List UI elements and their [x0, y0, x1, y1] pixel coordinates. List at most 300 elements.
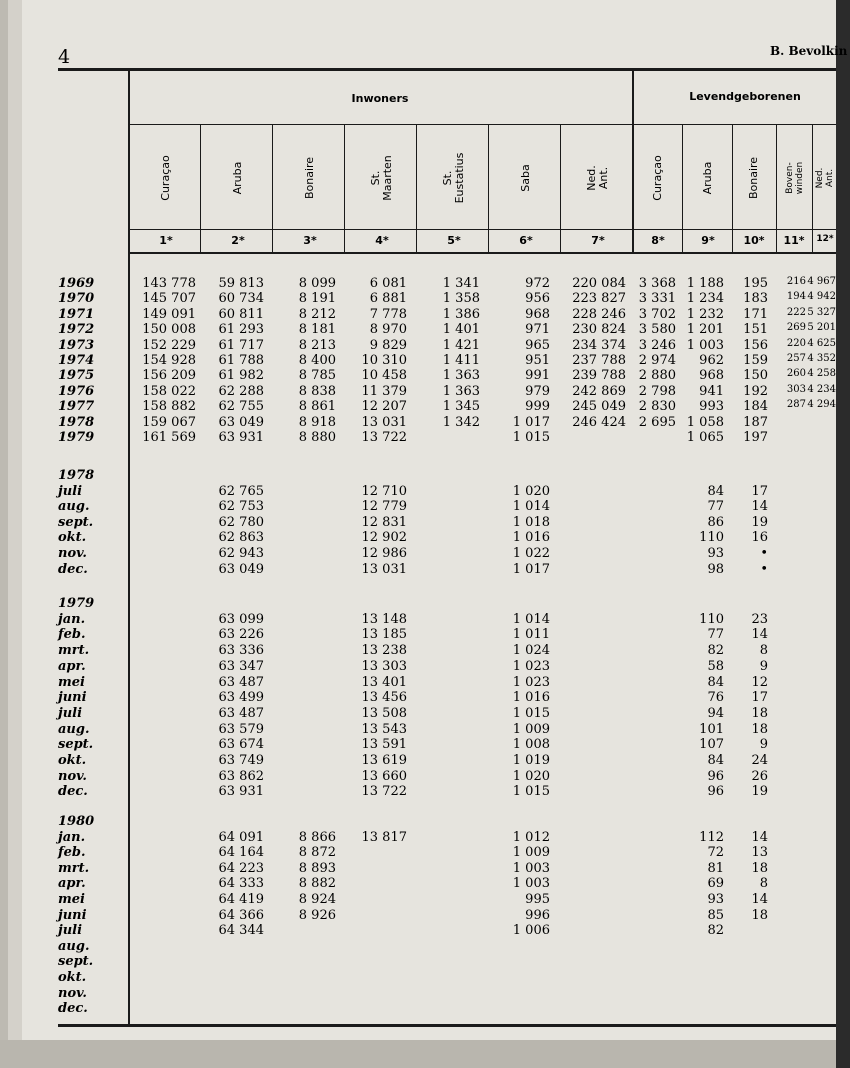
table-cell: 4 967 — [807, 276, 836, 287]
table-row — [0, 499, 836, 514]
table-cell: 245 049 — [572, 399, 626, 415]
table-cell: 8 — [759, 643, 768, 659]
table-cell: 62 753 — [218, 499, 264, 515]
table-cell: 1 003 — [512, 876, 550, 892]
row-label: nov. — [58, 768, 87, 784]
table-cell: 1 020 — [512, 768, 550, 784]
table-cell: 1 232 — [686, 306, 724, 322]
table-cell: 85 — [707, 907, 724, 923]
table-cell: 8 099 — [298, 276, 336, 291]
row-label: 1970 — [58, 291, 95, 307]
table-cell: 941 — [699, 383, 724, 399]
col-header: St. Eustatius — [441, 152, 466, 204]
table-cell: 1 401 — [442, 322, 480, 338]
row-label: apr. — [58, 876, 86, 892]
col-rule-4 — [416, 124, 417, 254]
table-cell: 13 031 — [361, 561, 407, 577]
table-cell: 63 931 — [218, 784, 264, 800]
row-label: aug. — [58, 721, 90, 737]
table-row — [0, 612, 836, 627]
table-cell: 9 — [759, 737, 768, 753]
col-rule-2 — [272, 124, 273, 254]
header-rule — [128, 229, 836, 230]
row-label: sept. — [58, 737, 94, 753]
table-cell: 61 982 — [218, 368, 264, 384]
table-cell: 1 411 — [442, 353, 480, 368]
table-row — [0, 430, 836, 445]
table-cell: 1 023 — [512, 658, 550, 674]
table-cell: 237 788 — [572, 353, 626, 368]
table-cell: 187 — [743, 414, 768, 430]
running-head: B. Bevolkin — [770, 44, 848, 58]
table-cell: 93 — [707, 892, 724, 907]
table-row — [0, 908, 836, 923]
table-cell: 8 212 — [298, 306, 336, 322]
table-cell: 197 — [743, 430, 768, 445]
table-row — [0, 986, 836, 1001]
table-cell: 63 336 — [218, 643, 264, 659]
table-cell: 19 — [751, 784, 768, 800]
row-label: juni — [58, 907, 87, 923]
row-label: mei — [58, 674, 85, 690]
table-cell: 61 788 — [218, 353, 264, 368]
table-cell: 84 — [707, 753, 724, 768]
table-row — [0, 876, 836, 891]
row-label: okt. — [58, 530, 87, 546]
table-cell: 107 — [699, 737, 724, 753]
table-cell: 991 — [525, 368, 550, 384]
table-cell: 257 — [786, 353, 806, 364]
table-cell: 13 148 — [361, 611, 407, 627]
table-cell: 72 — [707, 845, 724, 861]
table-cell: 158 022 — [142, 383, 196, 399]
row-label: 1973 — [58, 337, 95, 353]
table-cell: 1 019 — [512, 753, 550, 768]
table-row — [0, 562, 836, 577]
table-cell: 8 926 — [298, 907, 336, 923]
table-cell: 1 022 — [512, 546, 550, 561]
table-cell: 1 342 — [442, 414, 480, 430]
table-row — [0, 861, 836, 876]
row-label: 1972 — [58, 322, 95, 338]
row-label: 1976 — [58, 383, 95, 399]
table-cell: 194 — [786, 291, 806, 303]
col-rule-11 — [812, 124, 813, 254]
table-cell: 63 579 — [218, 721, 264, 737]
table-cell: 8 918 — [298, 414, 336, 430]
table-cell: 14 — [751, 499, 768, 515]
table-cell: 62 863 — [218, 530, 264, 546]
col-header: Aruba — [231, 161, 244, 195]
table-cell: 1 009 — [512, 845, 550, 861]
row-label: 1969 — [58, 276, 95, 291]
table-cell: 1 234 — [686, 291, 724, 307]
col-header: Saba — [519, 164, 532, 192]
top-rule — [58, 68, 836, 71]
row-label: feb. — [58, 627, 86, 643]
table-row — [0, 276, 836, 291]
table-cell: 61 293 — [218, 322, 264, 338]
table-cell: 8 872 — [298, 845, 336, 861]
table-cell: 1 003 — [686, 337, 724, 353]
table-cell: 63 749 — [218, 753, 264, 768]
table-cell: 4 294 — [807, 399, 836, 411]
table-cell: 17 — [751, 483, 768, 499]
col-header: Ned. Ant. — [585, 165, 610, 191]
table-row — [0, 338, 836, 353]
table-row — [0, 892, 836, 907]
table-row — [0, 399, 836, 414]
table-cell: 23 — [751, 611, 768, 627]
table-cell: 8 866 — [298, 829, 336, 845]
row-label: jan. — [58, 611, 86, 627]
table-cell: 9 — [759, 658, 768, 674]
table-cell: 63 862 — [218, 768, 264, 784]
table-row — [0, 515, 836, 530]
row-label: 1980 — [58, 814, 95, 829]
table-row — [0, 737, 836, 752]
page-number: 4 — [58, 46, 71, 68]
table-cell: 1 006 — [512, 923, 550, 939]
row-label: aug. — [58, 938, 90, 954]
table-cell: 12 902 — [361, 530, 407, 546]
table-cell: 1 012 — [512, 829, 550, 845]
table-cell: 1 009 — [512, 721, 550, 737]
table-cell: 13 456 — [361, 690, 407, 706]
table-cell: 242 869 — [572, 383, 626, 399]
table-cell: 303 — [786, 383, 806, 395]
table-cell: 2 695 — [638, 414, 676, 430]
table-cell: 101 — [699, 721, 724, 737]
table-cell: 1 014 — [512, 611, 550, 627]
col-rule-9 — [732, 124, 733, 254]
table-row — [0, 384, 836, 399]
table-cell: 7 778 — [369, 306, 407, 322]
table-cell: 269 — [786, 322, 806, 334]
table-cell: 1 011 — [512, 627, 550, 643]
table-cell: 13 619 — [361, 753, 407, 768]
row-label: 1974 — [58, 353, 95, 368]
table-cell: 8 785 — [298, 368, 336, 384]
col-header: Aruba — [701, 161, 714, 195]
row-label: mrt. — [58, 643, 90, 659]
table-row — [0, 307, 836, 322]
table-cell: 8 181 — [298, 322, 336, 338]
row-label: mei — [58, 892, 85, 907]
col-number: 6* — [519, 234, 533, 247]
table-cell: 63 487 — [218, 705, 264, 721]
table-cell: 1 421 — [442, 337, 480, 353]
table-row — [0, 939, 836, 954]
table-cell: 18 — [751, 860, 768, 876]
row-label: 1979 — [58, 430, 95, 445]
table-cell: 246 424 — [572, 414, 626, 430]
col-rule-5 — [488, 124, 489, 254]
table-row — [0, 322, 836, 337]
table-cell: 12 — [751, 674, 768, 690]
table-cell: 64 164 — [218, 845, 264, 861]
table-cell: 77 — [707, 499, 724, 515]
table-cell: 156 209 — [142, 368, 196, 384]
table-row — [0, 722, 836, 737]
table-cell: 2 830 — [638, 399, 676, 415]
table-row — [0, 690, 836, 705]
table-cell: 995 — [525, 892, 550, 907]
table-cell: 223 827 — [572, 291, 626, 307]
table-cell: 60 811 — [218, 306, 264, 322]
table-cell: 993 — [699, 399, 724, 415]
col-number: 11* — [783, 234, 805, 247]
table-cell: 1 065 — [686, 430, 724, 445]
row-label: sept. — [58, 514, 94, 530]
table-cell: 8 400 — [298, 353, 336, 368]
table-cell: 14 — [751, 627, 768, 643]
table-cell: 1 003 — [512, 860, 550, 876]
table-cell: 8 882 — [298, 876, 336, 892]
table-cell: 183 — [743, 291, 768, 307]
table-cell: 8 213 — [298, 337, 336, 353]
table-cell: 6 881 — [369, 291, 407, 307]
table-cell: 230 824 — [572, 322, 626, 338]
table-cell: 69 — [707, 876, 724, 892]
table-cell: 965 — [525, 337, 550, 353]
table-cell: 4 625 — [807, 337, 836, 349]
table-cell: 110 — [699, 611, 724, 627]
table-cell: 63 049 — [218, 561, 264, 577]
table-cell: 151 — [743, 322, 768, 338]
row-label: 1978 — [58, 468, 95, 483]
table-cell: 61 717 — [218, 337, 264, 353]
row-label: juli — [58, 483, 83, 499]
table-cell: 96 — [707, 768, 724, 784]
col-rule-6 — [560, 124, 561, 254]
row-label: mrt. — [58, 860, 90, 876]
table-cell: 220 084 — [572, 276, 626, 291]
col-header: Curaçao — [651, 155, 664, 201]
table-cell: 8 — [759, 876, 768, 892]
table-cell: 13 — [751, 845, 768, 861]
group-divider-rule — [632, 70, 634, 254]
table-cell: 239 788 — [572, 368, 626, 384]
table-cell: 12 831 — [361, 514, 407, 530]
table-cell: 145 707 — [142, 291, 196, 307]
table-cell: 968 — [525, 306, 550, 322]
table-cell: 161 569 — [142, 430, 196, 445]
table-cell: 81 — [707, 860, 724, 876]
row-label: 1979 — [58, 596, 95, 611]
table-cell: 260 — [786, 368, 806, 380]
table-cell: 14 — [751, 829, 768, 845]
table-cell: 62 943 — [218, 546, 264, 561]
table-cell: 62 780 — [218, 514, 264, 530]
table-cell: • — [760, 546, 768, 561]
table-cell: 1 341 — [442, 276, 480, 291]
table-cell: 12 710 — [361, 483, 407, 499]
group-header-inwoners: Inwoners — [351, 92, 409, 105]
table-cell: 1 363 — [442, 383, 480, 399]
table-cell: 1 015 — [512, 705, 550, 721]
table-cell: 13 722 — [361, 784, 407, 800]
table-cell: 63 499 — [218, 690, 264, 706]
table-cell: 17 — [751, 690, 768, 706]
col-rule-1 — [200, 124, 201, 254]
table-cell: 26 — [751, 768, 768, 784]
table-cell: 996 — [525, 907, 550, 923]
table-cell: 19 — [751, 514, 768, 530]
table-cell: 4 942 — [807, 291, 836, 303]
table-cell: 64 344 — [218, 923, 264, 939]
table-cell: 2 880 — [638, 368, 676, 384]
table-row — [0, 530, 836, 545]
table-row — [0, 954, 836, 969]
table-row — [0, 970, 836, 985]
table-cell: 12 986 — [361, 546, 407, 561]
table-cell: 64 223 — [218, 860, 264, 876]
table-cell: 82 — [707, 923, 724, 939]
table-row — [0, 596, 836, 611]
table-cell: 1 201 — [686, 322, 724, 338]
table-cell: 63 347 — [218, 658, 264, 674]
table-cell: 24 — [751, 753, 768, 768]
table-cell: 110 — [699, 530, 724, 546]
table-cell: 220 — [786, 337, 806, 349]
table-cell: 171 — [743, 306, 768, 322]
table-cell: 962 — [699, 353, 724, 368]
table-cell: 3 580 — [638, 322, 676, 338]
table-cell: 1 014 — [512, 499, 550, 515]
page-bottom-shade — [0, 1040, 836, 1068]
table-row — [0, 706, 836, 721]
table-cell: 2 974 — [638, 353, 676, 368]
table-cell: 18 — [751, 705, 768, 721]
table-cell: 13 543 — [361, 721, 407, 737]
row-label: apr. — [58, 658, 86, 674]
table-cell: 1 008 — [512, 737, 550, 753]
table-cell: 5 201 — [807, 322, 836, 334]
row-label: dec. — [58, 561, 88, 577]
row-label: 1975 — [58, 368, 95, 384]
table-cell: 6 081 — [369, 276, 407, 291]
table-cell: 18 — [751, 721, 768, 737]
table-cell: 3 368 — [638, 276, 676, 291]
col-number: 1* — [159, 234, 173, 247]
table-cell: 13 303 — [361, 658, 407, 674]
table-row — [0, 1001, 836, 1016]
table-cell: 1 015 — [512, 430, 550, 445]
table-row — [0, 753, 836, 768]
table-cell: 13 660 — [361, 768, 407, 784]
table-row — [0, 643, 836, 658]
col-header: Ned. Ant. — [815, 167, 835, 189]
table-row — [0, 546, 836, 561]
table-cell: 228 246 — [572, 306, 626, 322]
table-cell: 1 024 — [512, 643, 550, 659]
table-cell: 216 — [786, 276, 806, 287]
table-cell: 63 226 — [218, 627, 264, 643]
table-cell: 13 591 — [361, 737, 407, 753]
table-cell: 64 419 — [218, 892, 264, 907]
table-cell: 150 — [743, 368, 768, 384]
table-cell: 16 — [751, 530, 768, 546]
group-rule — [128, 124, 836, 125]
table-row — [0, 368, 836, 383]
table-cell: 159 067 — [142, 414, 196, 430]
table-row — [0, 627, 836, 642]
table-cell: 222 — [786, 306, 806, 318]
table-cell: 14 — [751, 892, 768, 907]
col-header: Bonaire — [303, 156, 316, 200]
table-row — [0, 769, 836, 784]
table-cell: 96 — [707, 784, 724, 800]
table-cell: 1 363 — [442, 368, 480, 384]
table-cell: 76 — [707, 690, 724, 706]
table-cell: 86 — [707, 514, 724, 530]
table-cell: 10 310 — [361, 353, 407, 368]
row-label: 1977 — [58, 399, 95, 415]
table-cell: 8 191 — [298, 291, 336, 307]
table-cell: 112 — [699, 829, 724, 845]
table-cell: 234 374 — [572, 337, 626, 353]
table-cell: 192 — [743, 383, 768, 399]
col-number: 5* — [447, 234, 461, 247]
table-cell: 59 813 — [218, 276, 264, 291]
table-row — [0, 484, 836, 499]
table-row — [0, 353, 836, 368]
row-label: dec. — [58, 1001, 88, 1017]
table-cell: 82 — [707, 643, 724, 659]
row-label: nov. — [58, 985, 87, 1001]
table-cell: 150 008 — [142, 322, 196, 338]
table-cell: 1 017 — [512, 414, 550, 430]
table-cell: 972 — [525, 276, 550, 291]
col-number: 12* — [816, 234, 834, 244]
col-rule-10 — [776, 124, 777, 254]
col-number: 7* — [591, 234, 605, 247]
table-cell: 1 015 — [512, 784, 550, 800]
row-label: aug. — [58, 499, 90, 515]
table-cell: 63 931 — [218, 430, 264, 445]
table-cell: 999 — [525, 399, 550, 415]
table-cell: 98 — [707, 561, 724, 577]
table-cell: 13 238 — [361, 643, 407, 659]
table-cell: 64 091 — [218, 829, 264, 845]
col-number: 8* — [651, 234, 665, 247]
col-header: Boven- winden — [785, 161, 805, 195]
table-cell: 4 258 — [807, 368, 836, 380]
table-cell: 1 345 — [442, 399, 480, 415]
table-cell: 1 023 — [512, 674, 550, 690]
table-cell: 13 722 — [361, 430, 407, 445]
table-row — [0, 291, 836, 306]
table-cell: 3 702 — [638, 306, 676, 322]
table-cell: 1 016 — [512, 530, 550, 546]
table-cell: 13 508 — [361, 705, 407, 721]
table-cell: 12 779 — [361, 499, 407, 515]
table-row — [0, 659, 836, 674]
row-label: 1971 — [58, 306, 95, 322]
table-cell: 63 487 — [218, 674, 264, 690]
table-cell: 2 798 — [638, 383, 676, 399]
table-cell: 152 229 — [142, 337, 196, 353]
table-cell: 60 734 — [218, 291, 264, 307]
table-cell: 13 817 — [361, 829, 407, 845]
row-label: 1978 — [58, 414, 95, 430]
table-cell: 4 352 — [807, 353, 836, 364]
table-cell: 62 765 — [218, 483, 264, 499]
table-cell: 158 882 — [142, 399, 196, 415]
table-cell: 63 099 — [218, 611, 264, 627]
table-cell: 1 017 — [512, 561, 550, 577]
